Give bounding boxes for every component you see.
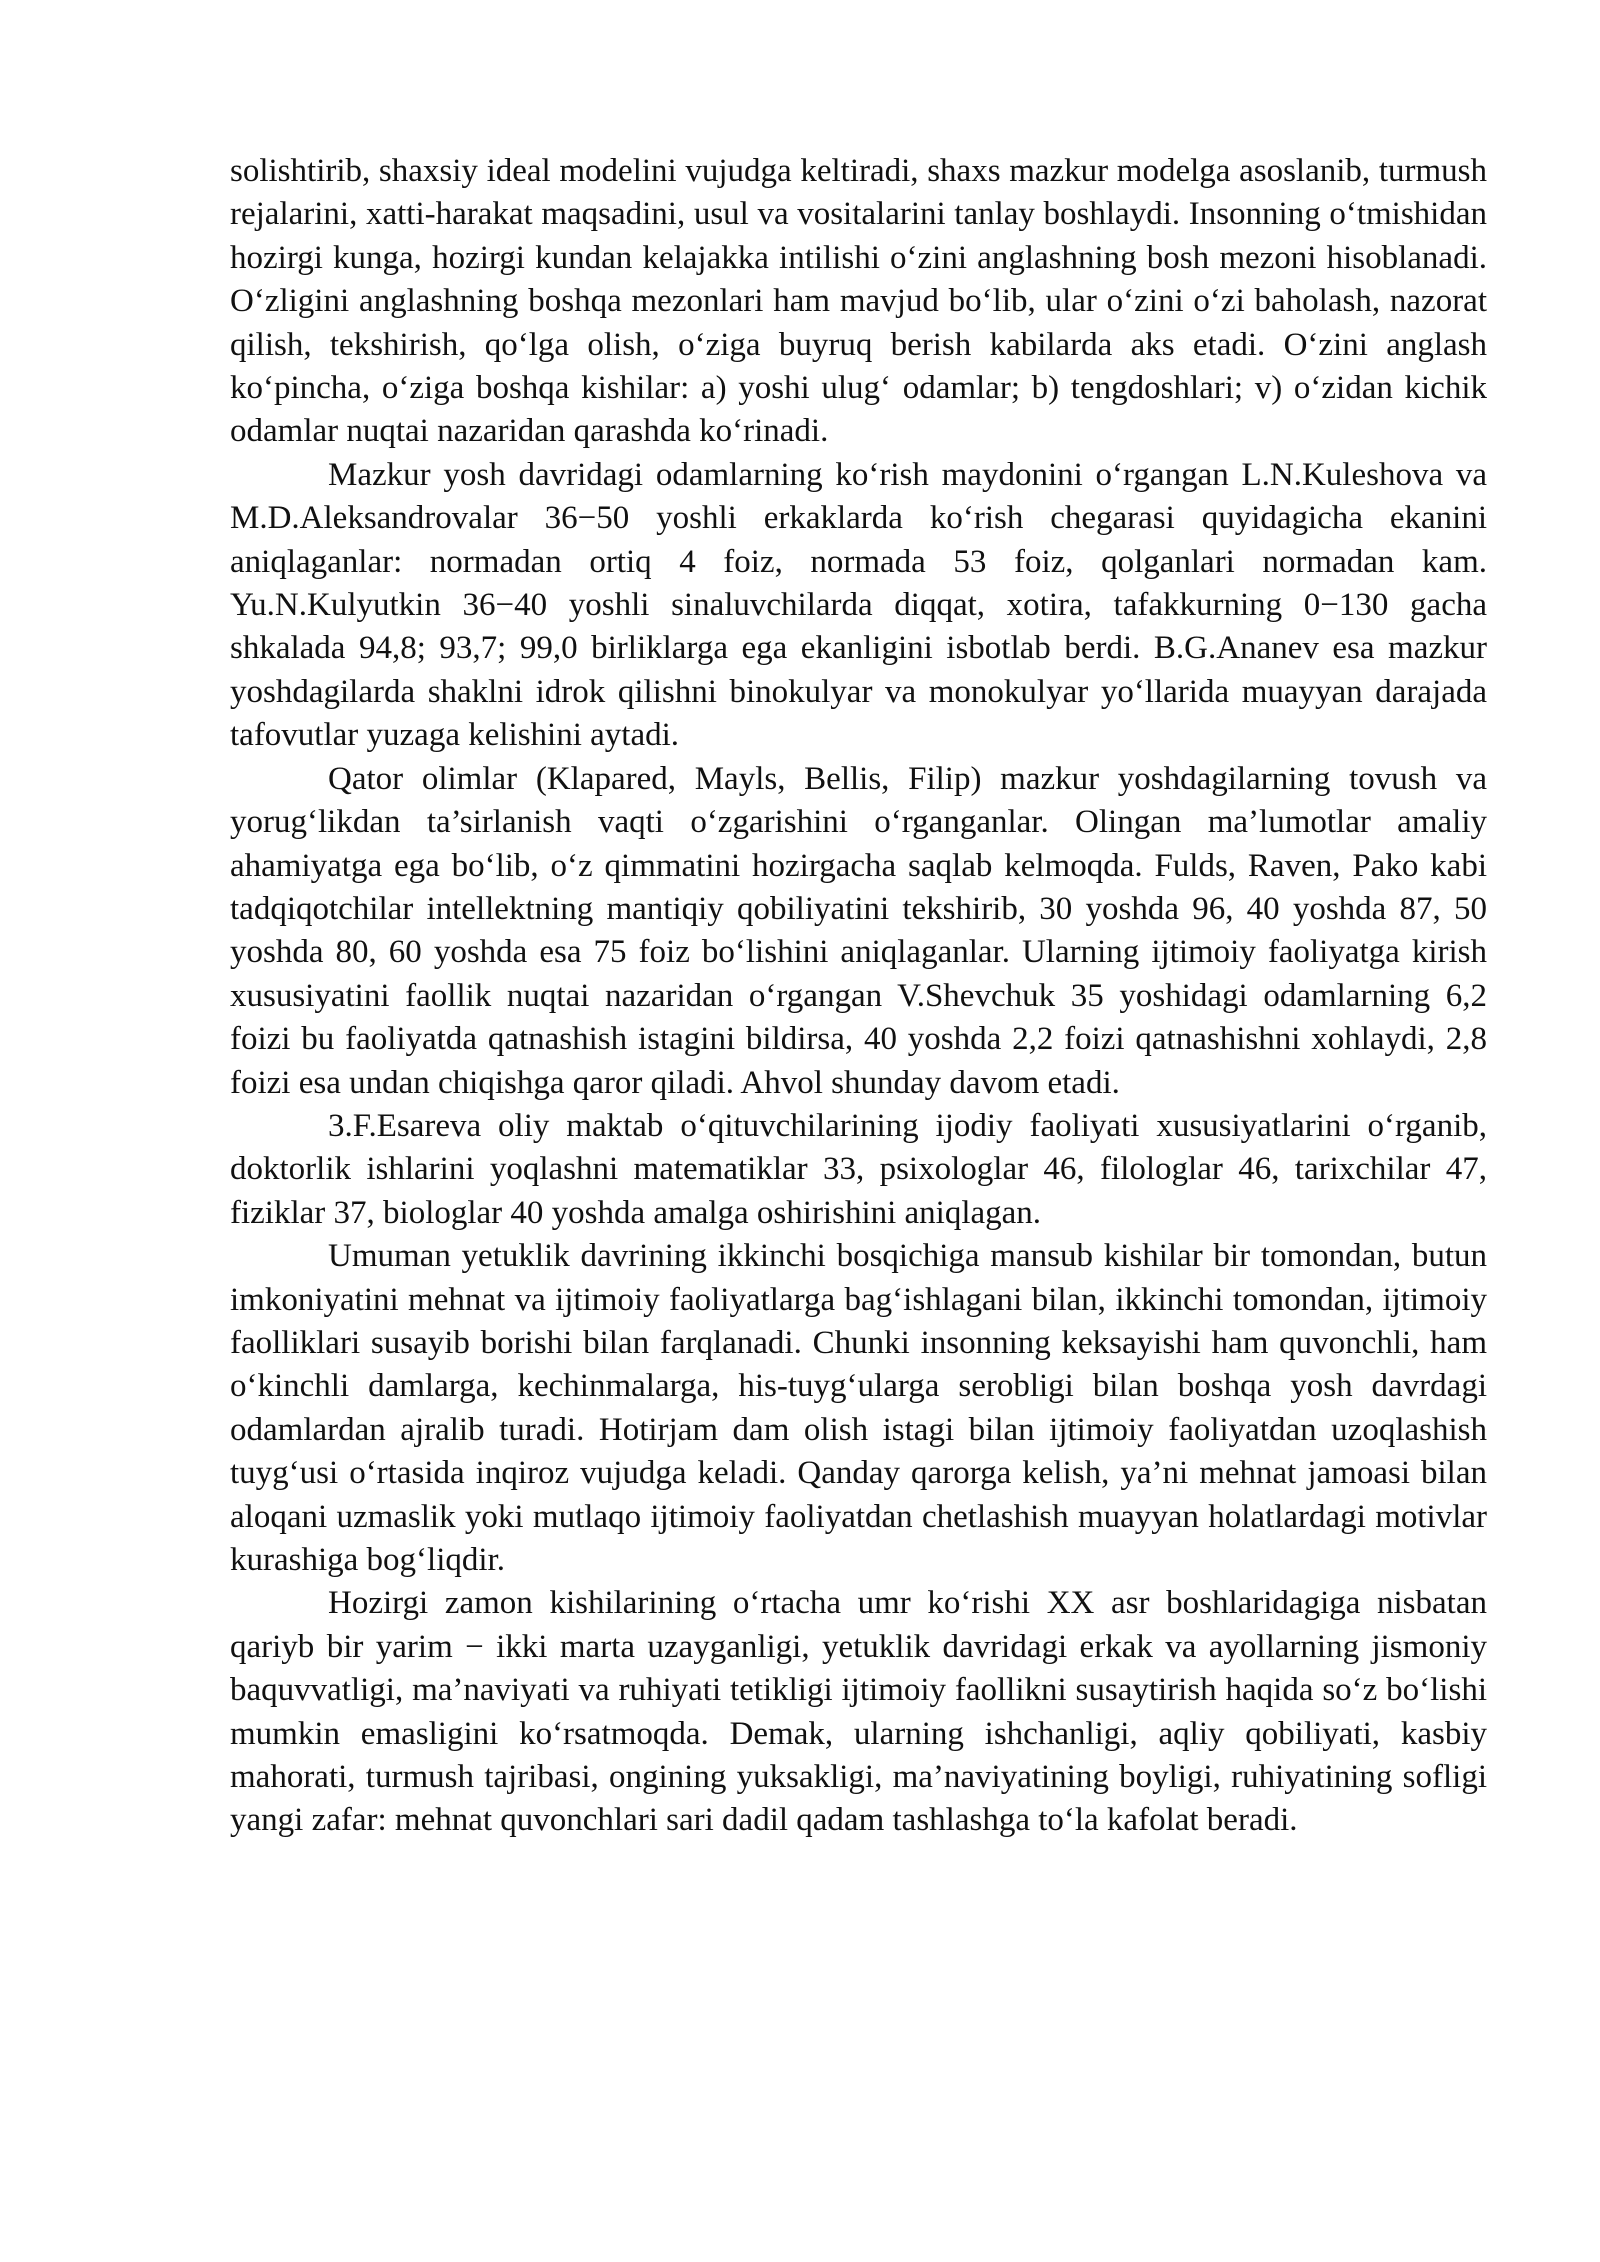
document-page: [230, 150, 1487, 1843]
paragraph-6: Hozirgi zamon kishilarining o‘rtacha umr ko‘rishi XX asr boshlaridagiga nisbatan qariyb bir yarim − ikki marta uzayganligi, yetuklik davridagi erkak va ayollarning jismoniy baquvvatligi, ma’naviyati va ruhiyati tetikligi ijtimoiy faollikni susaytirish haqida so‘z bo‘lishi mumkin emasligini ko‘rsatmoqda. Demak, ularning ishchanligi, aqliy qobiliyati, kasbiy mahorati, turmush tajribasi, ongining yuksakligi, ma’naviyatining boyligi, ruhiyatining sofligi yangi zafar: mehnat quvonchlari sari dadil qadam tashlashga to‘la kafolat beradi.: [230, 1585, 1487, 1839]
paragraph-5: Umuman yetuklik davrining ikkinchi bosqichiga mansub kishilar bir tomondan, butun imkoniyatini mehnat va ijtimoiy faoliyatlarga bag‘ishlagani bilan, ikkinchi tomondan, ijtimoiy faolliklari susayib borishi bilan farqlanadi. Chunki insonning keksayishi ham quvonchli, ham o‘kinchli damlarga, kechinmalarga, his-tuyg‘ularga serobligi bilan boshqa yosh davrdagi odamlardan ajralib turadi. Hotirjam dam olish istagi bilan ijtimoiy faoliyatdan uzoqlashish tuyg‘usi o‘rtasida inqiroz vujudga keladi. Qanday qarorga kelish, ya’ni mehnat jamoasi bilan aloqani uzmaslik yoki mutlaqo ijtimoiy faoliyatdan chetlashish muayyan holatlardagi motivlar kurashiga bog‘liqdir.: [230, 1238, 1487, 1578]
paragraph-4: 3.F.Esareva oliy maktab o‘qituvchilarining ijodiy faoliyati xususiyatlarini o‘rganib, doktorlik ishlarini yoqlashni matematiklar 33, psixologlar 46, filologlar 46, tarixchilar 47, fiziklar 37, biologlar 40 yoshda amalga oshirishini aniqlagan.: [230, 1107, 1487, 1231]
paragraph-3: Qator olimlar (Klapared, Mayls, Bellis, Filip) mazkur yoshdagilarning tovush va yorug‘likdan ta’sirlanish vaqti o‘zgarishini o‘rganganlar. Olingan ma’lumotlar amaliy ahamiyatga ega bo‘lib, o‘z qimmatini hozirgacha saqlab kelmoqda. Fulds, Raven, Pako kabi tadqiqotchilar intellektning mantiqiy qobiliyatini tekshirib, 30 yoshda 96, 40 yoshda 87, 50 yoshda 80, 60 yoshda esa 75 foiz bo‘lishini aniqlaganlar. Ularning ijtimoiy faoliyatga kirish xususiyatini faollik nuqtai nazaridan o‘rgangan V.Shevchuk 35 yoshidagi odamlarning 6,2 foizi bu faoliyatda qatnashish istagini bildirsa, 40 yoshda 2,2 foizi qatnashishni xohlaydi, 2,8 foizi esa undan chiqishga qaror qiladi. Ahvol shunday davom etadi.: [230, 760, 1487, 1101]
paragraph-2: Mazkur yosh davridagi odamlarning ko‘rish maydonini o‘rgangan L.N.Kuleshova va M.D.Aleksandrovalar 36−50 yoshli erkaklarda ko‘rish chegarasi quyidagicha ekanini aniqlaganlar: normadan ortiq 4 foiz, normada 53 foiz, qolganlari normadan kam. Yu.N.Kulyutkin 36−40 yoshli sinaluvchilarda diqqat, xotira, tafakkurning 0−130 gacha shkalada 94,8; 93,7; 99,0 birliklarga ega ekanligini isbotlab berdi. B.G.Ananev esa mazkur yoshdagilarda shaklni idrok qilishni binokulyar va monokulyar yo‘llarida muayyan darajada tafovutlar yuzaga kelishini aytadi.: [230, 456, 1487, 754]
paragraph-1: solishtirib, shaxsiy ideal modelini vujudga keltiradi, shaxs mazkur modelga asoslanib, turmush rejalarini, xatti-harakat maqsadini, usul va vositalarini tanlay boshlaydi. Insonning o‘tmishidan hozirgi kunga, hozirgi kundan kelajakka intilishi o‘zini anglashning bosh mezoni hisoblanadi. O‘zligini anglashning boshqa mezonlari ham mavjud bo‘lib, ular o‘zini o‘zi baholash, nazorat qilish, tekshirish, qo‘lga olish, o‘ziga buyruq berish kabilarda aks etadi. O‘zini anglash ko‘pincha, o‘ziga boshqa kishilar: a) yoshi ulug‘ odamlar; b) tengdoshlari; v) o‘zidan kichik odamlar nuqtai nazaridan qarashda ko‘rinadi.: [230, 153, 1487, 450]
